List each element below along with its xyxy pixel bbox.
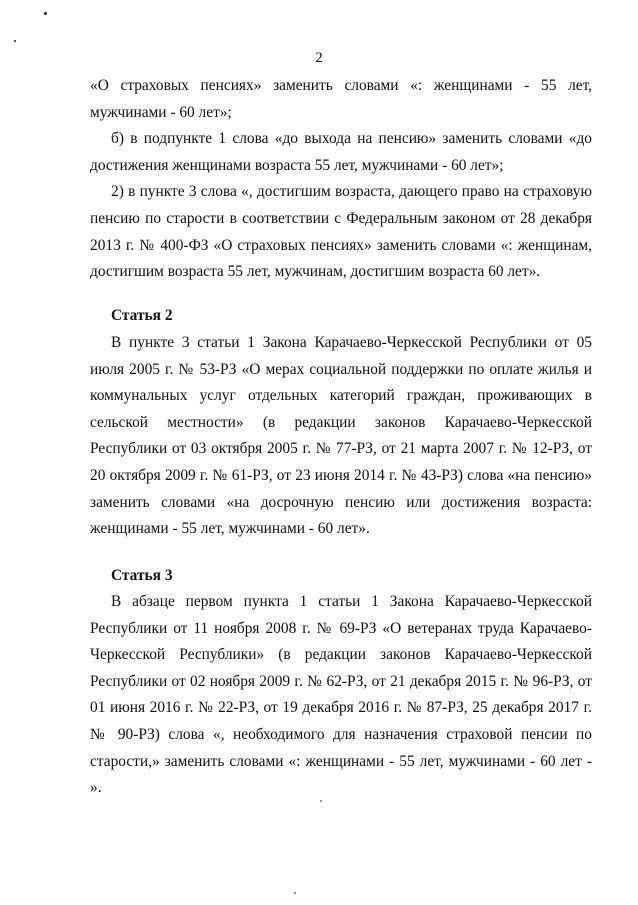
paragraph-item-2: 2) в пункте 3 слова «, достигшим возраста, дающего право на страховую пенсию по старости в соответствии с Федеральным законом от 28 декабря 2013 г. № 400-ФЗ «О страховых пенсиях» заменить словами «: женщинам, достигшим возраста 55 лет, мужчинам, достигшим возраста 60 лет». — [90, 183, 592, 281]
section-1 — [90, 73, 592, 286]
article-2-body — [90, 330, 592, 543]
paragraph-continuation: «О страховых пенсиях» заменить словами «: женщинами - 55 лет, мужчинами - 60 лет»; — [90, 77, 592, 121]
page-number: 2 — [315, 50, 323, 66]
article-3-body — [90, 589, 592, 802]
article-2-heading: Статья 2 — [111, 307, 173, 324]
scan-speck — [294, 892, 296, 894]
scan-speck — [44, 12, 47, 15]
article-2-text: В пункте 3 статьи 1 Закона Карачаево-Черкесской Республики от 05 июля 2005 г. № 53-РЗ «О мерах социальной поддержки по оплате жилья и коммунальных услуг отдельных категорий граждан, проживающих в сельской местности» (в редакции законов Карачаево-Черкесской Республики от 03 октября 2005 г. № 77-РЗ, от 21 марта 2007 г. № 12-РЗ, от 20 октября 2009 г. № 61-РЗ, от 23 июня 2014 г. № 43-РЗ) слова «на пенсию» заменить словами «на досрочную пенсию или достижения возраста: женщинами - 55 лет, мужчинами - 60 лет». — [90, 334, 592, 538]
article-3-heading: Статья 3 — [111, 567, 173, 584]
scan-speck — [14, 40, 16, 42]
article-3-text: В абзаце первом пункта 1 статьи 1 Закона Карачаево-Черкесской Республики от 11 ноября 2008 г. № 69-РЗ «О ветеранах труда Карачаево-Черкесской Республики» (в редакции законов Карачаево-Черкесской Республики от 02 ноября 2009 г. № 62-РЗ, от 21 декабря 2015 г. № 96-РЗ, от 01 июня 2016 г. № 22-РЗ, от 19 декабря 2016 г. № 87-РЗ, 25 декабря 2017 г. № 90-РЗ) слова «, необходимого для назначения страховой пенсии по старости,» заменить словами «: женщинами - 55 лет, мужчинами - 60 лет - ». — [90, 593, 592, 797]
paragraph-subitem-b: б) в подпункте 1 слова «до выхода на пенсию» заменить словами «до достижения женщинами возраста 55 лет, мужчинами - 60 лет»; — [90, 130, 592, 174]
